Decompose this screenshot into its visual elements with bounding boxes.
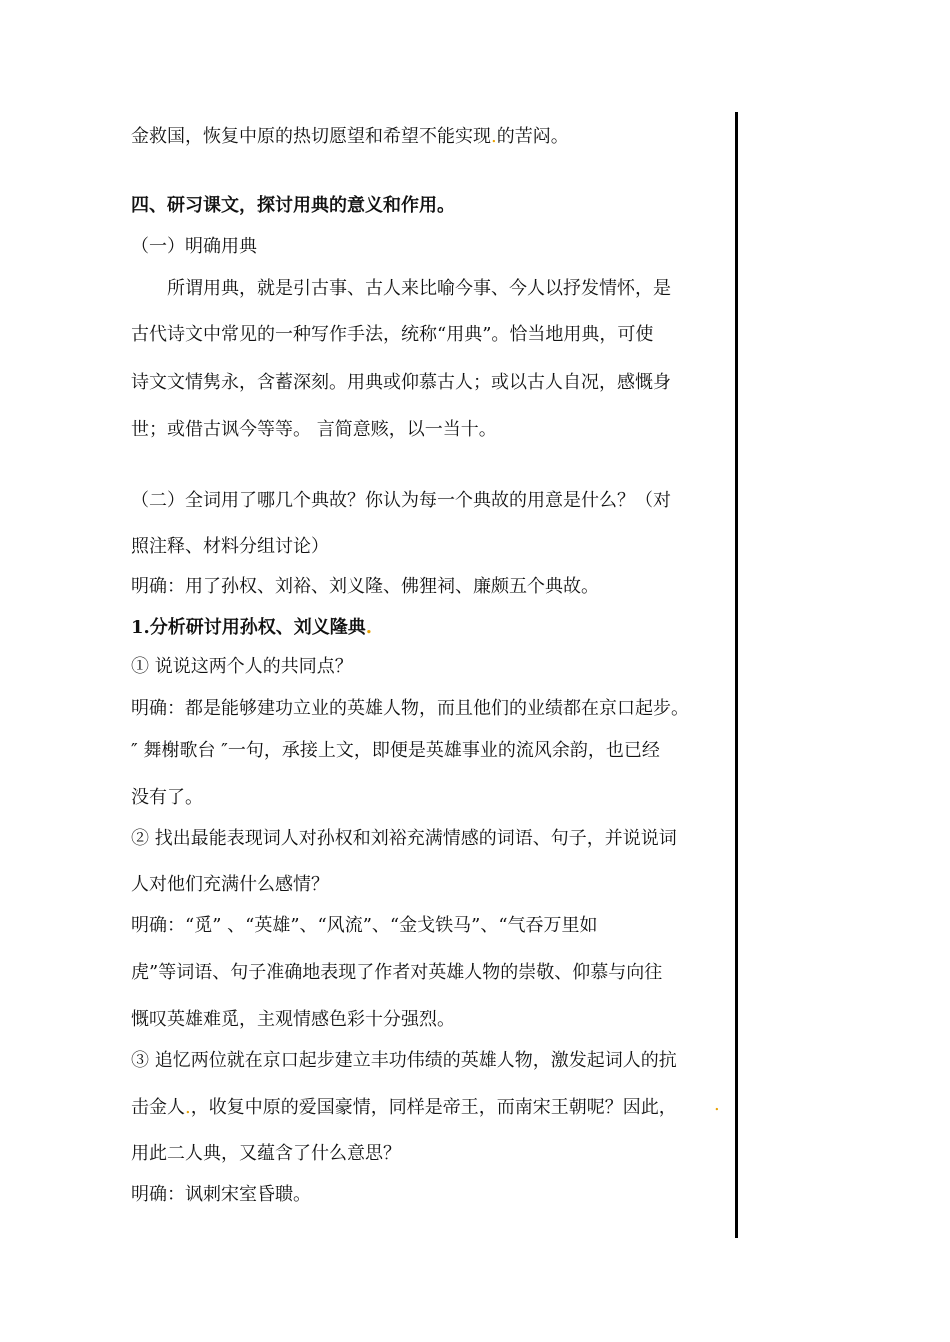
- question-line: ① 说说这两个人的共同点？: [131, 656, 353, 677]
- text-line: 明确：都是能够建功立业的英雄人物，而且他们的业绩都在京口起步。: [131, 698, 689, 719]
- text-line: 所谓用典，就是引古事、古人来比喻今事、今人以抒发情怀，是: [167, 278, 671, 299]
- highlight-mark: .: [365, 617, 373, 638]
- text-line: 明确：讽刺宋室昏聩。: [131, 1184, 311, 1205]
- highlight-mark: .: [185, 1097, 191, 1118]
- text-line: 击金人.，收复中原的爱国豪情，同样是帝王，而南宋王朝呢？因此，: [131, 1097, 677, 1118]
- text-line: 没有了。: [131, 787, 203, 808]
- text-line: ″ 舞榭歌台 ″一句，承接上文，即便是英雄事业的流风余韵，也已经: [131, 740, 660, 761]
- text-line: 明确：“觅” 、“英雄”、“风流”、“金戈铁马”、“气吞万里如: [131, 915, 598, 936]
- text-line: 照注释、材料分组讨论）: [131, 536, 329, 557]
- highlight-mark: .: [491, 126, 497, 147]
- highlight-mark: .: [714, 1094, 720, 1115]
- question-line: ② 找出最能表现词人对孙权和刘裕充满情感的词语、句子，并说说词: [131, 828, 677, 849]
- text-line: 慨叹英雄难觅，主观情感色彩十分强烈。: [131, 1009, 455, 1030]
- question-line: ③ 追忆两位就在京口起步建立丰功伟绩的英雄人物，激发起词人的抗: [131, 1050, 677, 1071]
- text-line: 世；或借古讽今等等。 言简意赅，以一当十。: [131, 419, 497, 440]
- section-heading: 四、研习课文，探讨用典的意义和作用。: [131, 195, 455, 216]
- question-line: 用此二人典，又蕴含了什么意思？: [131, 1143, 401, 1164]
- text-line: 人对他们充满什么感情？: [131, 874, 329, 895]
- subsection-heading: （二）全词用了哪几个典故？你认为每一个典故的用意是什么？（对: [131, 490, 671, 511]
- text-line: 诗文文情隽永，含蓄深刻。用典或仰慕古人；或以古人自况，感慨身: [131, 372, 671, 393]
- text-line: 虎”等词语、句子准确地表现了作者对英雄人物的崇敬、仰慕与向往: [131, 962, 663, 983]
- text-line: 明确：用了孙权、刘裕、刘义隆、佛狸祠、廉颇五个典故。: [131, 576, 599, 597]
- numbered-heading: 1.分析研讨用孙权、刘义隆典.: [131, 617, 373, 638]
- text-line: 金救国，恢复中原的热切愿望和希望不能实现.的苦闷。: [131, 126, 569, 147]
- text-line: 古代诗文中常见的一种写作手法，统称“用典”。恰当地用典，可使: [131, 324, 654, 345]
- subsection-heading: （一）明确用典: [131, 236, 257, 257]
